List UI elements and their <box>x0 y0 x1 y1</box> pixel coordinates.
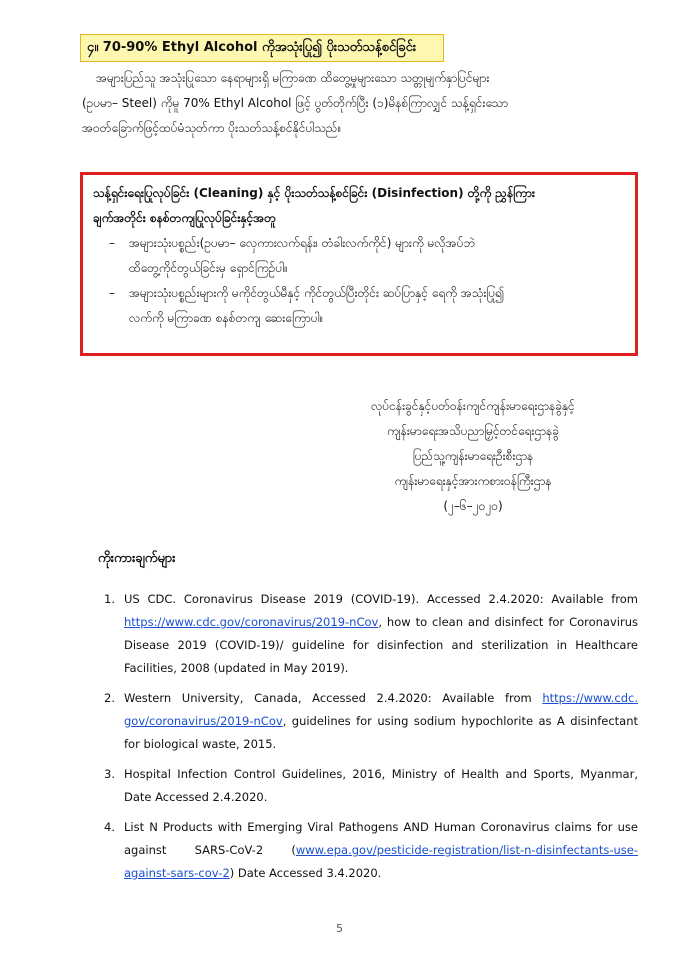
references-list <box>104 588 638 892</box>
issuer-line: ကျန်းမာရေးနှင့်အားကစားဝန်ကြီးဌာန <box>394 474 552 488</box>
notice-item-line: အများသုံးပစ္စည်းများကို မကိုင်တွယ်မီနှင့် ကိုင်တွယ်ပြီးတိုင်း ဆပ်ပြာနှင့် ရေကို အသုံးပြု၍ <box>129 286 505 300</box>
issuer-signature-block <box>300 394 646 519</box>
reference-line <box>124 839 638 862</box>
reference-item <box>104 763 638 809</box>
reference-line <box>124 611 638 634</box>
reference-line <box>124 862 638 885</box>
reference-text: US CDC. Coronavirus Disease 2019 (COVID-19). Accessed 2.4.2020: Available from <box>124 592 638 606</box>
notice-item <box>93 281 627 331</box>
issuer-line: ပြည်သူ့ကျန်းမာရေးဦးစီးဌာန <box>412 449 534 463</box>
reference-link[interactable]: gov/coronavirus/2019-nCov <box>124 714 283 728</box>
notice-item-line: လက်ကို မကြာခဏ စနစ်တကျ ဆေးကြောပါ။ <box>129 311 324 325</box>
reference-link[interactable]: against-sars-cov-2 <box>124 866 230 880</box>
reference-line <box>124 710 638 733</box>
reference-text: against SARS-CoV-2 ( <box>124 843 296 857</box>
reference-text: Hospital Infection Control Guidelines, 2016, Ministry of Health and Sports, Myanmar, <box>124 767 638 781</box>
reference-line <box>124 816 638 839</box>
reference-number: 3. <box>104 767 115 781</box>
alcohol-paragraph <box>82 66 638 141</box>
reference-text: for biological waste, 2015. <box>124 737 277 751</box>
notice-list <box>93 231 627 331</box>
notice-box <box>80 172 638 356</box>
reference-text: Facilities, 2008 (updated in May 2019). <box>124 661 349 675</box>
reference-line <box>124 588 638 611</box>
reference-text: , guidelines for using sodium hypochlorite as A disinfectant <box>282 714 638 728</box>
reference-text: ) Date Accessed 3.4.2020. <box>229 866 382 880</box>
issue-date: (၂–၆–၂၀၂၀) <box>443 499 503 513</box>
paragraph-line: (ဥပမာ– Steel) ကိုမူ 70% Ethyl Alcohol ဖြင့် ပွတ်တိုက်ပြီး (၁)မိနစ်ကြာလျှင် သန့်ရှင်းသော <box>82 96 509 110</box>
reference-number: 2. <box>104 691 115 705</box>
reference-text: Disease 2019 (COVID-19)/ guideline for disinfection and sterilization in Healthcare <box>124 638 638 652</box>
reference-link[interactable]: https://www.cdc.gov/coronavirus/2019-nCov <box>124 615 379 629</box>
notice-intro-line: ချက်အတိုင်း စနစ်တကျပြုလုပ်ခြင်းနှင့်အတူ <box>93 211 276 225</box>
reference-text: Date Accessed 2.4.2020. <box>124 790 268 804</box>
reference-line <box>124 763 638 786</box>
reference-item <box>104 687 638 756</box>
reference-line <box>124 786 638 809</box>
reference-line <box>124 687 638 710</box>
issuer-line: လုပ်ငန်းခွင်နှင့်ပတ်ဝန်းကျင်ကျန်းမာရေးဌာနခွဲနှင့် <box>371 399 575 413</box>
reference-item <box>104 816 638 885</box>
section-heading: ၄။ 70-90% Ethyl Alcohol ကိုအသုံးပြု၍ ပိုးသတ်သန့်စင်ခြင်း <box>80 34 444 62</box>
reference-link[interactable]: https://www.cdc. <box>542 691 638 705</box>
notice-intro-line: သန့်ရှင်းရေးပြုလုပ်ခြင်း (Cleaning) နှင့် ပိုးသတ်သန့်စင်ခြင်း (Disinfection) တို့ကို ညွှန်ကြား <box>93 186 535 200</box>
reference-text: List N Products with Emerging Viral Pathogens AND Human Coronavirus claims for use <box>124 820 638 834</box>
notice-item-line: ထိတွေ့ကိုင်တွယ်ခြင်းမှ ရှောင်ကြဉ်ပါ။ <box>129 261 288 275</box>
reference-text: , how to clean and disinfect for Coronavirus <box>378 615 638 629</box>
reference-number: 4. <box>104 820 115 834</box>
dash-bullet: – <box>109 286 115 300</box>
reference-number: 1. <box>104 592 115 606</box>
dash-bullet: – <box>109 236 115 250</box>
page-number: 5 <box>336 922 343 935</box>
paragraph-line: အများပြည်သူ အသုံးပြုသော နေရာများရှိ မကြာခဏ ထိတွေ့မှုများသော သတ္တုမျက်နှာပြင်များ <box>96 71 490 85</box>
reference-link[interactable]: www.epa.gov/pesticide-registration/list-n-disinfectants-use- <box>295 843 638 857</box>
notice-item-line: အများသုံးပစ္စည်း(ဥပမာ– လှေကားလက်ရန်း၊ တံခါးလက်ကိုင်) များကို မလိုအပ်ဘဲ <box>129 236 476 250</box>
reference-line <box>124 657 638 680</box>
references-heading: ကိုးကားချက်များ <box>98 551 176 566</box>
paragraph-line: အဝတ်ခြောက်ဖြင့်ထပ်မံသုတ်ကာ ပိုးသတ်သန့်စင်နိုင်ပါသည်။ <box>82 121 342 135</box>
reference-text: Western University, Canada, Accessed 2.4.2020: Available from <box>124 691 543 705</box>
issuer-line: ကျန်းမာရေးအသိပညာမြှင့်တင်ရေးဌာနခွဲ <box>386 424 559 438</box>
reference-line <box>124 634 638 657</box>
reference-line <box>124 733 638 756</box>
reference-item <box>104 588 638 680</box>
notice-item <box>93 231 627 281</box>
